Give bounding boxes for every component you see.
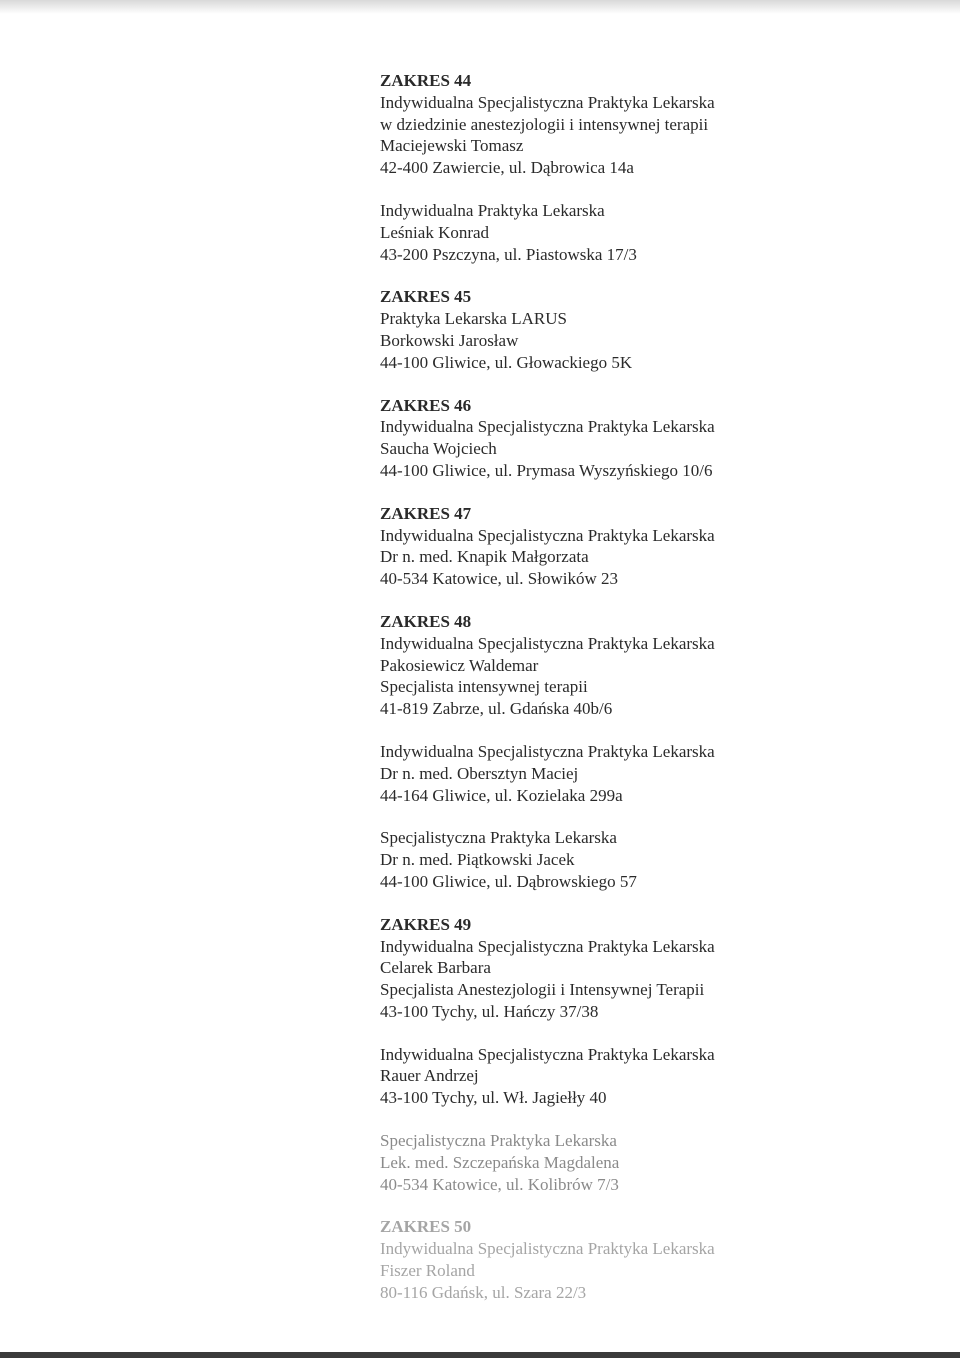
entry-line: Dr n. med. Knapik Małgorzata (380, 547, 589, 567)
entry-line: Indywidualna Specjalistyczna Praktyka Lekarska (380, 1239, 715, 1259)
entry-line: Celarek Barbara (380, 958, 491, 978)
entry-line: 43-100 Tychy, ul. Wł. Jagiełły 40 (380, 1088, 607, 1108)
entry-block (380, 286, 940, 373)
entry-line: Indywidualna Specjalistyczna Praktyka Lekarska (380, 417, 715, 437)
entry-line: Indywidualna Specjalistyczna Praktyka Lekarska (380, 741, 715, 761)
scan-top-edge (0, 0, 960, 14)
entry-line: 43-100 Tychy, ul. Hańczy 37/38 (380, 1001, 599, 1021)
zakres-heading: ZAKRES 45 (380, 287, 472, 307)
entry-line: 42-400 Zawiercie, ul. Dąbrowica 14a (380, 158, 634, 178)
entry-line: Indywidualna Praktyka Lekarska (380, 200, 605, 220)
entry-line: 44-164 Gliwice, ul. Kozielaka 299a (380, 785, 623, 805)
entry-block (380, 914, 940, 1023)
entry-line: Maciejewski Tomasz (380, 136, 524, 156)
zakres-heading: ZAKRES 49 (380, 914, 472, 934)
entry-line: Indywidualna Specjalistyczna Praktyka Lekarska (380, 936, 715, 956)
entry-block (380, 741, 940, 806)
zakres-heading: ZAKRES 44 (380, 71, 472, 90)
entry-line: 43-200 Pszczyna, ul. Piastowska 17/3 (380, 244, 637, 264)
entry-block (380, 1044, 940, 1109)
entry-block (380, 1216, 940, 1303)
entry-line: Pakosiewicz Waldemar (380, 655, 539, 675)
entry-line: 80-116 Gdańsk, ul. Szara 22/3 (380, 1282, 587, 1302)
entry-block (380, 611, 940, 720)
entry-block (380, 503, 940, 590)
entry-line: Dr n. med. Piątkowski Jacek (380, 850, 575, 870)
entry-line: 44-100 Gliwice, ul. Dąbrowskiego 57 (380, 871, 637, 891)
zakres-heading: ZAKRES 46 (380, 395, 472, 415)
zakres-heading: ZAKRES 48 (380, 611, 472, 631)
entry-line: Leśniak Konrad (380, 222, 490, 242)
entry-line: Indywidualna Specjalistyczna Praktyka Lekarska (380, 525, 715, 545)
zakres-heading: ZAKRES 47 (380, 503, 472, 523)
entry-block (380, 1130, 940, 1195)
document-body (380, 70, 940, 1325)
entry-line: Indywidualna Specjalistyczna Praktyka Lekarska (380, 1044, 715, 1064)
entry-block (380, 827, 940, 892)
entry-line: Specjalista intensywnej terapii (380, 677, 588, 697)
entry-line: Specjalistyczna Praktyka Lekarska (380, 1131, 617, 1151)
entry-line: w dziedzinie anestezjologii i intensywnej terapii (380, 114, 709, 134)
entry-block (380, 200, 940, 265)
entry-line: Rauer Andrzej (380, 1066, 479, 1086)
entry-line: Specjalistyczna Praktyka Lekarska (380, 828, 617, 848)
entry-line: Indywidualna Specjalistyczna Praktyka Lekarska (380, 633, 715, 653)
entry-line: Fiszer Roland (380, 1261, 475, 1281)
entry-line: Indywidualna Specjalistyczna Praktyka Lekarska (380, 92, 715, 112)
entry-line: 44-100 Gliwice, ul. Głowackiego 5K (380, 352, 633, 372)
entry-line: 40-534 Katowice, ul. Kolibrów 7/3 (380, 1174, 619, 1194)
entry-line: Praktyka Lekarska LARUS (380, 309, 567, 329)
entry-line: Borkowski Jarosław (380, 330, 519, 350)
entry-line: 44-100 Gliwice, ul. Prymasa Wyszyńskiego 10/6 (380, 460, 713, 480)
entry-line: Dr n. med. Obersztyn Maciej (380, 763, 579, 783)
entry-line: 40-534 Katowice, ul. Słowików 23 (380, 569, 618, 589)
zakres-heading: ZAKRES 50 (380, 1217, 472, 1237)
entry-line: Lek. med. Szczepańska Magdalena (380, 1152, 620, 1172)
entry-line: Saucha Wojciech (380, 439, 497, 459)
entry-block (380, 70, 940, 179)
entry-line: 41-819 Zabrze, ul. Gdańska 40b/6 (380, 699, 613, 719)
entry-block (380, 395, 940, 482)
scan-bottom-edge (0, 1352, 960, 1358)
entry-line: Specjalista Anestezjologii i Intensywnej Terapii (380, 980, 705, 1000)
